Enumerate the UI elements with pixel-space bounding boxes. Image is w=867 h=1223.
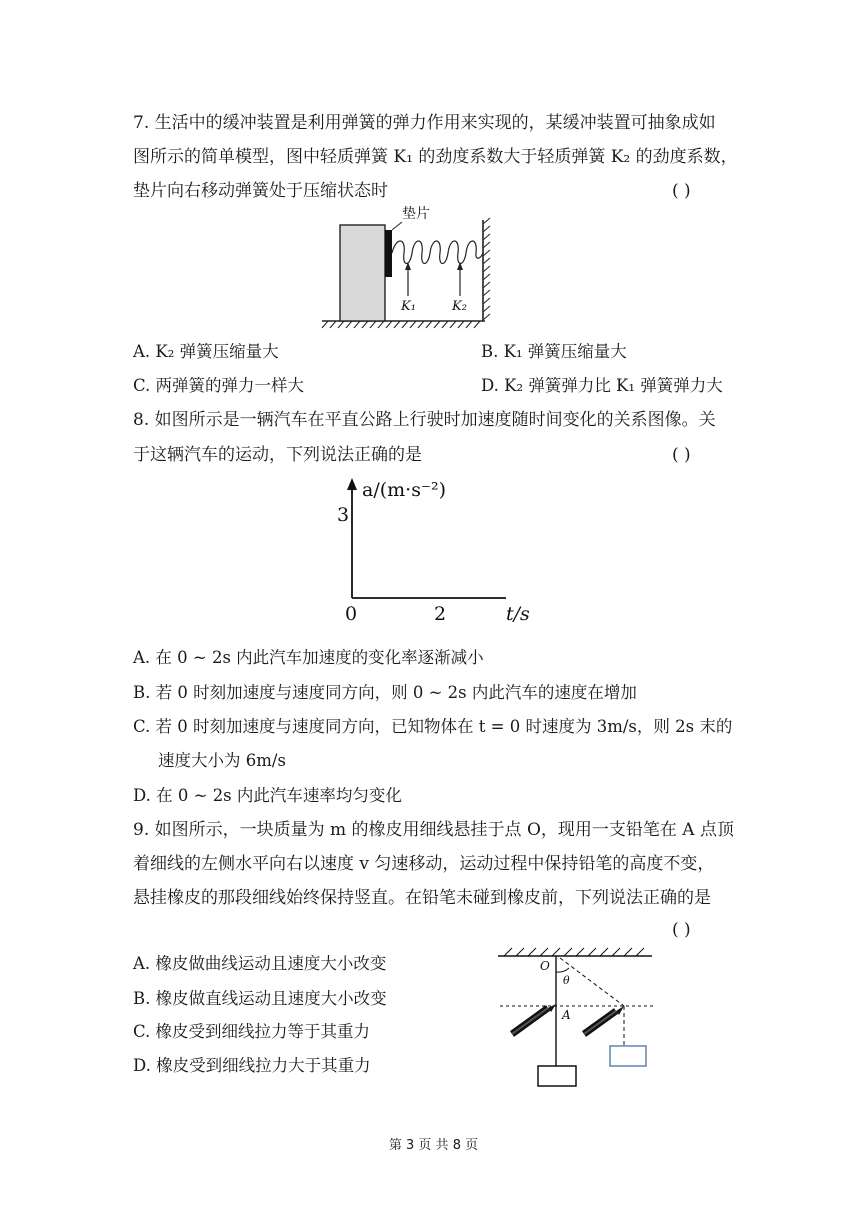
q9-answer-bracket: ( ) [672,920,691,940]
q9-text-line-3: 悬挂橡皮的那段细线始终保持竖直。在铅笔未碰到橡皮前，下列说法正确的是 [133,888,711,908]
q9-option-d[interactable]: D. 橡皮受到细线拉力大于其重力 [133,1056,371,1075]
page-footer: 第 3 页 共 8 页 [388,1138,479,1153]
q8-origin-label: 0 [345,603,358,625]
q7-text-line-1: 7. 生活中的缓冲装置是利用弹簧的弹力作用来实现的，某缓冲装置可抽象成如 [133,113,716,133]
q8-y-tick-3: 3 [337,504,350,526]
q9-text-line-2: 着细线的左侧水平向右以速度 v 匀速移动，运动过程中保持铅笔的高度不变， [133,854,715,874]
q8-y-axis-label: a/(m·s⁻²) [362,479,447,501]
q9-theta-label: θ [563,974,570,987]
q8-x-axis-label: t/s [506,603,530,625]
q9-pencil-2 [584,1006,624,1034]
q7-option-a[interactable]: A. K₂ 弹簧压缩量大 [133,342,279,361]
q7-option-d[interactable]: D. K₂ 弹簧弹力比 K₁ 弹簧弹力大 [481,376,723,395]
q8-option-b[interactable]: B. 若 0 时刻加速度与速度同方向，则 0 ~ 2s 内此汽车的速度在增加 [133,683,637,702]
q9-option-a[interactable]: A. 橡皮做曲线运动且速度大小改变 [133,954,387,973]
q8-option-a[interactable]: A. 在 0 ~ 2s 内此汽车加速度的变化率逐渐减小 [133,648,484,667]
q8-x-tick-2: 2 [434,603,447,625]
q7-k2-label: K₂ [452,299,467,314]
q9-option-c[interactable]: C. 橡皮受到细线拉力等于其重力 [133,1022,371,1041]
q8-text-line-1: 8. 如图所示是一辆汽车在平直公路上行驶时加速度随时间变化的关系图像。关 [133,410,716,430]
q8-option-c-continued: 速度大小为 6m/s [158,751,286,770]
q9-pencil-1 [512,1004,556,1034]
q8-option-d[interactable]: D. 在 0 ~ 2s 内此汽车速率均匀变化 [133,786,402,805]
q8-text-line-2: 于这辆汽车的运动，下列说法正确的是 [133,445,422,465]
q7-spring-figure [318,200,498,332]
q7-option-b[interactable]: B. K₁ 弹簧压缩量大 [481,342,627,361]
q9-text-line-1: 9. 如图所示，一块质量为 m 的橡皮用细线悬挂于点 O，现用一支铅笔在 A 点顶 [133,820,734,840]
q7-springs [392,241,483,264]
q8-answer-bracket: ( ) [672,445,691,465]
q7-text-line-3: 垫片向右移动弹簧处于压缩状态时 [133,181,388,201]
q9-a-label: A [562,1008,571,1022]
q7-pad-label: 垫片 [402,206,430,222]
q9-eraser [538,1066,576,1086]
q7-block [340,225,385,321]
q9-eraser-moved [610,1046,646,1066]
q8-option-c[interactable]: C. 若 0 时刻加速度与速度同方向，已知物体在 t = 0 时速度为 3m/s，则 2s 末的 [133,717,733,736]
q9-pendulum-figure [490,942,660,1092]
q8-acceleration-graph [328,470,548,630]
q7-option-c[interactable]: C. 两弹簧的弹力一样大 [133,376,305,395]
q9-o-label: O [540,959,550,973]
q7-answer-bracket: ( ) [672,181,691,201]
q7-k1-label: K₁ [401,299,416,314]
q9-option-b[interactable]: B. 橡皮做直线运动且速度大小改变 [133,989,387,1008]
q7-pad [385,230,392,277]
q7-text-line-2: 图所示的简单模型，图中轻质弹簧 K₁ 的劲度系数大于轻质弹簧 K₂ 的劲度系数， [133,147,738,167]
q8-y-axis-arrow [347,478,357,490]
